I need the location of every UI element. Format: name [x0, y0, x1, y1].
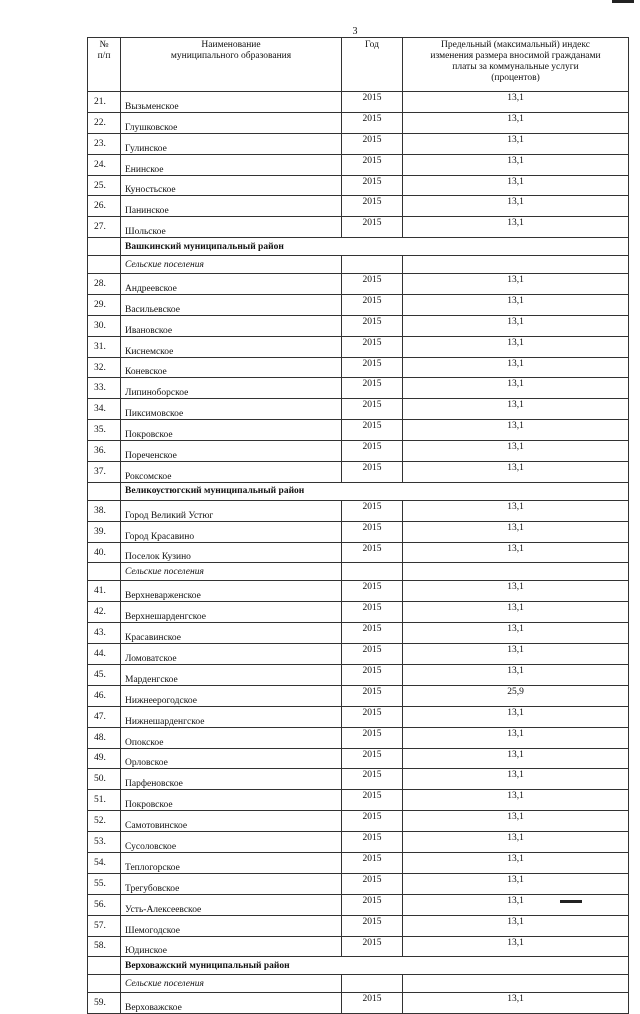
empty-cell: [88, 256, 121, 274]
row-number: 24.: [88, 154, 121, 175]
row-number: 30.: [88, 315, 121, 336]
index-value: 13,1: [403, 92, 629, 113]
table-row: [88, 623, 629, 644]
empty-cell: [403, 563, 629, 581]
table-row: [88, 336, 629, 357]
table-row: [88, 378, 629, 399]
index-value: 13,1: [403, 441, 629, 462]
index-value: 13,1: [403, 420, 629, 441]
row-year: 2015: [342, 420, 403, 441]
index-value: 13,1: [403, 133, 629, 154]
row-number: 44.: [88, 644, 121, 665]
table-row: [88, 769, 629, 790]
row-number: 25.: [88, 175, 121, 196]
municipality-name: Пиксимовское: [121, 399, 342, 420]
empty-cell: [403, 256, 629, 274]
row-year: 2015: [342, 175, 403, 196]
municipality-name: Ломоватское: [121, 644, 342, 665]
row-year: 2015: [342, 274, 403, 295]
row-number: 51.: [88, 790, 121, 811]
header-index: [403, 38, 629, 92]
row-year: 2015: [342, 748, 403, 769]
index-value: 13,1: [403, 175, 629, 196]
row-year: 2015: [342, 790, 403, 811]
table-row: [88, 993, 629, 1014]
municipality-name: Теплогорское: [121, 852, 342, 873]
row-year: 2015: [342, 936, 403, 957]
table-row: [88, 399, 629, 420]
scan-artifact-top: [612, 0, 634, 3]
index-value: 13,1: [403, 623, 629, 644]
row-year: 2015: [342, 357, 403, 378]
subsection-name: Сельские поселения: [121, 975, 342, 993]
index-value: 13,1: [403, 274, 629, 295]
municipality-name: Куностьское: [121, 175, 342, 196]
table-row: [88, 441, 629, 462]
row-year: 2015: [342, 727, 403, 748]
municipality-name: Ивановское: [121, 315, 342, 336]
row-year: 2015: [342, 644, 403, 665]
row-year: 2015: [342, 217, 403, 238]
municipality-name: Енинское: [121, 154, 342, 175]
municipality-name: Андреевское: [121, 274, 342, 295]
row-number: 28.: [88, 274, 121, 295]
row-number: 41.: [88, 581, 121, 602]
table-row: [88, 790, 629, 811]
row-number: 56.: [88, 894, 121, 915]
table-row: [88, 294, 629, 315]
index-value: 13,1: [403, 993, 629, 1014]
row-year: 2015: [342, 500, 403, 521]
index-value: 13,1: [403, 852, 629, 873]
row-number: 35.: [88, 420, 121, 441]
table-row: [88, 727, 629, 748]
subsection-row: [88, 975, 629, 993]
row-number: 23.: [88, 133, 121, 154]
row-number: 57.: [88, 915, 121, 936]
row-number: 32.: [88, 357, 121, 378]
row-year: 2015: [342, 664, 403, 685]
row-number: 31.: [88, 336, 121, 357]
municipality-name: Гулинское: [121, 133, 342, 154]
index-value: 13,1: [403, 873, 629, 894]
municipality-name: Панинское: [121, 196, 342, 217]
index-value: 13,1: [403, 154, 629, 175]
empty-cell: [88, 957, 121, 975]
municipality-name: Липиноборское: [121, 378, 342, 399]
municipality-name: Нижнеерогодское: [121, 685, 342, 706]
row-number: 54.: [88, 852, 121, 873]
row-number: 43.: [88, 623, 121, 644]
table-row: [88, 644, 629, 665]
empty-cell: [88, 563, 121, 581]
row-year: 2015: [342, 993, 403, 1014]
row-year: 2015: [342, 336, 403, 357]
table-row: [88, 811, 629, 832]
row-number: 46.: [88, 685, 121, 706]
table-row: [88, 420, 629, 441]
table-row: [88, 602, 629, 623]
municipality-name: Вызьменское: [121, 92, 342, 113]
municipality-name: Парфеновское: [121, 769, 342, 790]
row-year: 2015: [342, 706, 403, 727]
subsection-row: [88, 256, 629, 274]
table-row: [88, 112, 629, 133]
table-row: [88, 581, 629, 602]
index-value: 13,1: [403, 336, 629, 357]
table-row: [88, 217, 629, 238]
empty-cell: [88, 238, 121, 256]
municipality-name: Шольское: [121, 217, 342, 238]
municipality-name: Верхневарженское: [121, 581, 342, 602]
municipality-name: Опокское: [121, 727, 342, 748]
municipality-name: Глушковское: [121, 112, 342, 133]
municipality-name: Марденгское: [121, 664, 342, 685]
row-number: 52.: [88, 811, 121, 832]
row-number: 34.: [88, 399, 121, 420]
page-number: 3: [352, 26, 358, 37]
row-number: 48.: [88, 727, 121, 748]
table-row: [88, 873, 629, 894]
header-year: [342, 38, 403, 92]
index-value: 13,1: [403, 644, 629, 665]
municipality-name: Пореченское: [121, 441, 342, 462]
municipality-name: Орловское: [121, 748, 342, 769]
index-value: 13,1: [403, 357, 629, 378]
empty-cell: [342, 563, 403, 581]
row-number: 27.: [88, 217, 121, 238]
municipality-name: Верховажское: [121, 993, 342, 1014]
row-year: 2015: [342, 462, 403, 483]
index-value: 13,1: [403, 936, 629, 957]
table-row: [88, 832, 629, 853]
index-value: 13,1: [403, 521, 629, 542]
row-number: 26.: [88, 196, 121, 217]
index-value: 13,1: [403, 748, 629, 769]
row-number: 42.: [88, 602, 121, 623]
municipality-name: Нижнешарденгское: [121, 706, 342, 727]
row-number: 58.: [88, 936, 121, 957]
municipality-name: Коневское: [121, 357, 342, 378]
row-number: 39.: [88, 521, 121, 542]
header-name-text: Наименование муниципального образования: [170, 40, 292, 61]
table-row: [88, 521, 629, 542]
row-number: 49.: [88, 748, 121, 769]
row-number: 22.: [88, 112, 121, 133]
row-year: 2015: [342, 294, 403, 315]
index-value: 13,1: [403, 811, 629, 832]
district-name: Великоустюгский муниципальный район: [121, 482, 629, 500]
table-row: [88, 92, 629, 113]
index-value: 13,1: [403, 399, 629, 420]
row-number: 50.: [88, 769, 121, 790]
row-number: 33.: [88, 378, 121, 399]
row-year: 2015: [342, 623, 403, 644]
row-year: 2015: [342, 685, 403, 706]
row-year: 2015: [342, 112, 403, 133]
row-year: 2015: [342, 894, 403, 915]
district-name: Вашкинский муниципальный район: [121, 238, 629, 256]
index-value: 13,1: [403, 217, 629, 238]
row-number: 37.: [88, 462, 121, 483]
municipality-name: Покровское: [121, 420, 342, 441]
municipality-name: Шемогодское: [121, 915, 342, 936]
municipality-name: Васильевское: [121, 294, 342, 315]
row-year: 2015: [342, 399, 403, 420]
row-year: 2015: [342, 154, 403, 175]
index-value: 13,1: [403, 832, 629, 853]
empty-cell: [342, 975, 403, 993]
row-year: 2015: [342, 133, 403, 154]
header-index-text: Предельный (максимальный) индекс изменения размера вносимой гражданами платы за коммунальные услуги (процентов): [430, 40, 601, 83]
row-number: 21.: [88, 92, 121, 113]
index-value: 25,9: [403, 685, 629, 706]
header-name: [121, 38, 342, 92]
table-row: [88, 852, 629, 873]
index-value: 13,1: [403, 894, 629, 915]
index-value: 13,1: [403, 915, 629, 936]
municipality-name: Сусоловское: [121, 832, 342, 853]
row-year: 2015: [342, 811, 403, 832]
district-heading-row: [88, 482, 629, 500]
row-year: 2015: [342, 602, 403, 623]
row-year: 2015: [342, 378, 403, 399]
table-row: [88, 748, 629, 769]
row-year: 2015: [342, 441, 403, 462]
row-year: 2015: [342, 542, 403, 563]
subsection-name: Сельские поселения: [121, 563, 342, 581]
empty-cell: [88, 975, 121, 993]
index-value: 13,1: [403, 462, 629, 483]
empty-cell: [88, 482, 121, 500]
municipality-name: Усть-Алексеевское: [121, 894, 342, 915]
index-value: 13,1: [403, 727, 629, 748]
index-value: 13,1: [403, 769, 629, 790]
table-row: [88, 542, 629, 563]
index-value: 13,1: [403, 542, 629, 563]
header-num-text: № п/п: [97, 40, 111, 61]
row-number: 40.: [88, 542, 121, 563]
municipality-name: Поселок Кузино: [121, 542, 342, 563]
subsection-row: [88, 563, 629, 581]
row-number: 36.: [88, 441, 121, 462]
row-number: 45.: [88, 664, 121, 685]
table-row: [88, 500, 629, 521]
index-value: 13,1: [403, 196, 629, 217]
table-row: [88, 175, 629, 196]
row-year: 2015: [342, 92, 403, 113]
index-value: 13,1: [403, 790, 629, 811]
index-value: 13,1: [403, 294, 629, 315]
municipality-name: Верхнешарденгское: [121, 602, 342, 623]
row-number: 38.: [88, 500, 121, 521]
row-year: 2015: [342, 769, 403, 790]
index-value: 13,1: [403, 378, 629, 399]
table-row: [88, 462, 629, 483]
municipality-name: Юдинское: [121, 936, 342, 957]
index-value: 13,1: [403, 706, 629, 727]
row-year: 2015: [342, 873, 403, 894]
row-year: 2015: [342, 521, 403, 542]
municipality-name: Самотовинское: [121, 811, 342, 832]
index-value: 13,1: [403, 581, 629, 602]
table-row: [88, 357, 629, 378]
index-value: 13,1: [403, 664, 629, 685]
municipality-name: Роксомское: [121, 462, 342, 483]
municipality-name: Город Красавино: [121, 521, 342, 542]
row-number: 29.: [88, 294, 121, 315]
district-name: Верховажский муниципальный район: [121, 957, 629, 975]
table-row: [88, 685, 629, 706]
header-num: [88, 38, 121, 92]
table-row: [88, 706, 629, 727]
table-body: [88, 92, 629, 1014]
table-row: [88, 936, 629, 957]
row-year: 2015: [342, 852, 403, 873]
index-value: 13,1: [403, 112, 629, 133]
row-year: 2015: [342, 832, 403, 853]
municipality-name: Покровское: [121, 790, 342, 811]
municipality-name: Киснемское: [121, 336, 342, 357]
table-row: [88, 315, 629, 336]
municipality-name: Красавинское: [121, 623, 342, 644]
row-number: 47.: [88, 706, 121, 727]
index-value: 13,1: [403, 602, 629, 623]
index-value: 13,1: [403, 500, 629, 521]
row-number: 59.: [88, 993, 121, 1014]
row-year: 2015: [342, 315, 403, 336]
table-row: [88, 274, 629, 295]
tariff-index-table: [87, 37, 629, 1014]
table-row: [88, 915, 629, 936]
header-year-text: Год: [365, 40, 379, 50]
district-heading-row: [88, 957, 629, 975]
row-year: 2015: [342, 196, 403, 217]
row-year: 2015: [342, 915, 403, 936]
table-row: [88, 664, 629, 685]
district-heading-row: [88, 238, 629, 256]
empty-cell: [403, 975, 629, 993]
subsection-name: Сельские поселения: [121, 256, 342, 274]
table-row: [88, 133, 629, 154]
row-number: 53.: [88, 832, 121, 853]
municipality-name: Трегубовское: [121, 873, 342, 894]
table-row: [88, 196, 629, 217]
table-header-row: [88, 38, 629, 92]
index-value: 13,1: [403, 315, 629, 336]
row-year: 2015: [342, 581, 403, 602]
table-row: [88, 154, 629, 175]
municipality-name: Город Великий Устюг: [121, 500, 342, 521]
empty-cell: [342, 256, 403, 274]
row-number: 55.: [88, 873, 121, 894]
